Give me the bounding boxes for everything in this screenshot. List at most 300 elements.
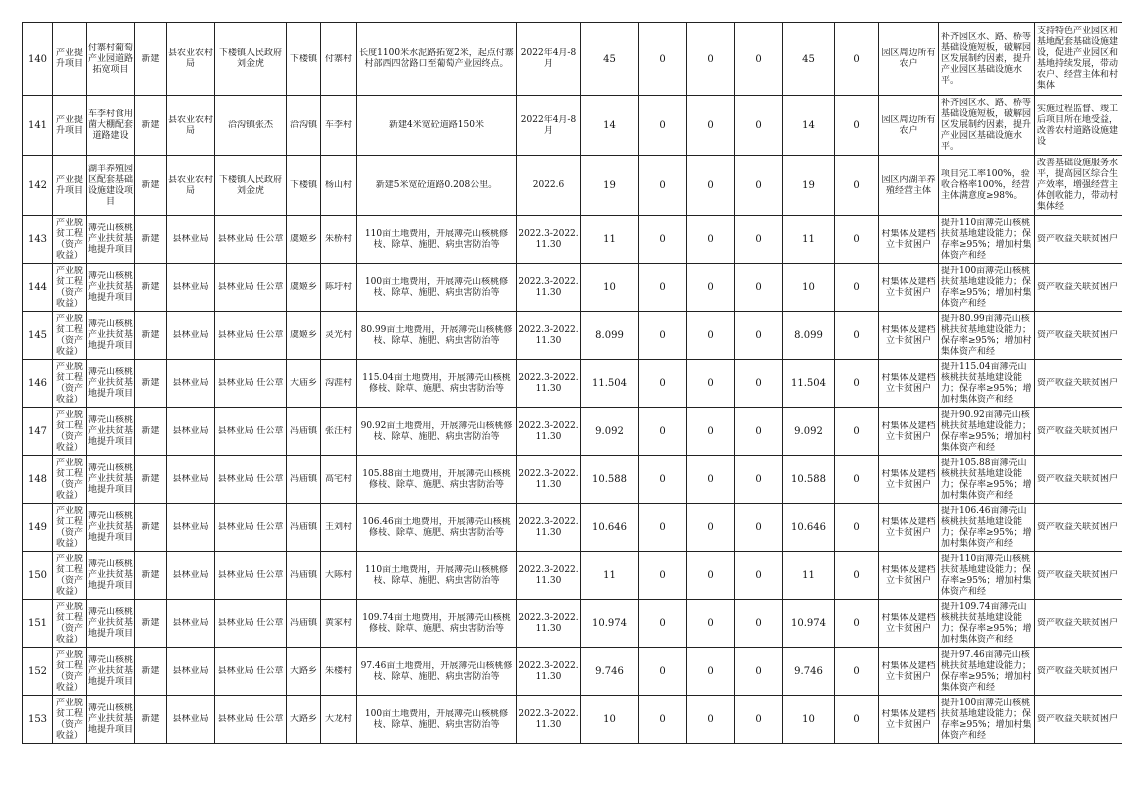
township-text: 虞姬乡 — [289, 330, 317, 340]
period-text: 2022.3-2022.11.30 — [518, 468, 579, 490]
village-cell — [321, 456, 357, 504]
build-type-text: 新建 — [141, 426, 160, 436]
fund-col-1-cell — [639, 408, 687, 456]
fund-col-5-cell — [835, 552, 879, 600]
beneficiary-cell — [879, 96, 939, 156]
performance-goal-text: 项目完工率100%，验收合格率100%，经营主体满意度≥98%。 — [941, 169, 1030, 201]
period-text: 2022.3-2022.11.30 — [518, 228, 579, 250]
responsible-person-cell — [215, 23, 287, 96]
fund-col-3-text: 0 — [755, 522, 762, 533]
fund-col-4-cell — [783, 23, 835, 96]
performance-goal-cell — [939, 264, 1035, 312]
fund-col-3-cell — [735, 23, 783, 96]
village-text: 黄家村 — [324, 618, 352, 628]
fund-col-3-cell — [735, 408, 783, 456]
fund-col-2-text: 0 — [707, 120, 714, 131]
village-text: 付寨村 — [324, 53, 352, 64]
fund-col-3-cell — [735, 648, 783, 696]
beneficiary-text: 村集体及建档立卡贫困户 — [881, 420, 936, 442]
township-cell — [287, 216, 321, 264]
period-cell — [517, 696, 581, 744]
performance-goal-text: 提升110亩薄壳山核桃扶贫基地建设能力；保存率≥95%；增加村集体资产和经 — [941, 217, 1032, 261]
project-name-text: 付寨村葡萄产业园道路拓宽项目 — [88, 42, 133, 75]
fund-col-3-text: 0 — [755, 53, 762, 65]
category-cell — [53, 360, 87, 408]
project-name-cell — [87, 504, 135, 552]
performance-goal-text: 提升105.88亩薄壳山核桃扶贫基地建设能力；保存率≥95%；增加村集体资产和经 — [941, 457, 1032, 501]
build-type-cell — [135, 552, 167, 600]
benefit-mechanism-cell — [1035, 264, 1122, 312]
row-number-text: 148 — [27, 474, 48, 485]
benefit-mechanism-text: 资产收益关联贫困户 — [1037, 426, 1119, 436]
fund-col-2-text: 0 — [707, 53, 714, 65]
township-text: 冯庙镇 — [289, 522, 317, 532]
benefit-mechanism-cell — [1035, 456, 1122, 504]
responsible-unit-cell — [167, 648, 215, 696]
content-text: 106.46亩土地费用，开展薄壳山核桃修枝、除草、施肥、病虫害防治等 — [362, 516, 511, 538]
content-cell — [357, 504, 517, 552]
fund-col-4-text: 8.099 — [794, 330, 823, 341]
row-number-text: 141 — [27, 120, 48, 131]
period-text: 2022.6 — [532, 180, 565, 190]
fund-col-1-text: 0 — [659, 53, 666, 65]
benefit-mechanism-cell — [1035, 156, 1122, 216]
fund-col-5-cell — [835, 360, 879, 408]
fund-col-1-cell — [639, 504, 687, 552]
category-cell — [53, 456, 87, 504]
fund-col-3-cell — [735, 360, 783, 408]
period-cell — [517, 552, 581, 600]
township-cell — [287, 504, 321, 552]
township-cell — [287, 408, 321, 456]
period-cell — [517, 456, 581, 504]
content-cell — [357, 648, 517, 696]
fund-col-1-cell — [639, 96, 687, 156]
row-number-text: 152 — [27, 666, 48, 677]
performance-goal-cell — [939, 600, 1035, 648]
fund-col-1-cell — [639, 23, 687, 96]
village-cell — [321, 156, 357, 216]
fund-col-3-cell — [735, 456, 783, 504]
fund-col-2-cell — [687, 264, 735, 312]
responsible-person-text: 县林业局 任公章 — [217, 618, 284, 628]
fund-col-5-cell — [835, 216, 879, 264]
fund-col-4-cell — [783, 408, 835, 456]
total-fund-text: 9.092 — [595, 426, 624, 437]
benefit-mechanism-text: 资产收益关联贫困户 — [1037, 522, 1119, 532]
beneficiary-text: 园区周边所有农户 — [881, 114, 936, 136]
responsible-unit-text: 县林业局 — [172, 714, 209, 724]
fund-col-2-cell — [687, 360, 735, 408]
project-name-text: 薄壳山核桃产业扶贫基地提升项目 — [88, 607, 133, 639]
project-name-cell — [87, 696, 135, 744]
responsible-unit-text: 县林业局 — [172, 426, 209, 436]
beneficiary-cell — [879, 264, 939, 312]
row-number-text: 142 — [27, 180, 48, 191]
responsible-person-cell — [215, 96, 287, 156]
total-fund-cell — [581, 23, 639, 96]
content-cell — [357, 456, 517, 504]
project-name-cell — [87, 96, 135, 156]
table-body — [23, 23, 1122, 744]
performance-goal-text: 提升110亩薄壳山核桃扶贫基地建设能力；保存率≥95%；增加村集体资产和经 — [941, 553, 1032, 597]
build-type-text: 新建 — [141, 570, 160, 580]
benefit-mechanism-cell — [1035, 312, 1122, 360]
category-text: 产业脱贫工程（资产收益） — [55, 265, 83, 309]
table-row — [23, 360, 1122, 408]
table-row — [23, 312, 1122, 360]
build-type-text: 新建 — [141, 666, 160, 676]
fund-col-5-cell — [835, 264, 879, 312]
row-number-cell — [23, 408, 53, 456]
responsible-unit-cell — [167, 312, 215, 360]
category-cell — [53, 264, 87, 312]
village-cell — [321, 264, 357, 312]
total-fund-text: 11 — [603, 234, 616, 245]
build-type-text: 新建 — [141, 714, 160, 724]
row-number-cell — [23, 360, 53, 408]
build-type-text: 新建 — [141, 474, 160, 484]
fund-col-1-text: 0 — [659, 330, 666, 341]
village-text: 朱桥村 — [324, 234, 352, 244]
period-text: 2022.3-2022.11.30 — [518, 324, 579, 346]
fund-col-5-text: 0 — [853, 474, 860, 485]
content-cell — [357, 552, 517, 600]
build-type-text: 新建 — [141, 330, 160, 340]
build-type-cell — [135, 648, 167, 696]
category-cell — [53, 600, 87, 648]
build-type-cell — [135, 264, 167, 312]
benefit-mechanism-text: 资产收益关联贫困户 — [1037, 618, 1119, 628]
performance-goal-cell — [939, 696, 1035, 744]
responsible-unit-cell — [167, 408, 215, 456]
fund-col-4-cell — [783, 456, 835, 504]
table-row — [23, 216, 1122, 264]
performance-goal-text: 提升106.46亩薄壳山核桃扶贫基地建设能力；保存率≥95%；增加村集体资产和经 — [941, 505, 1032, 549]
project-name-text: 薄壳山核桃产业扶贫基地提升项目 — [88, 319, 133, 351]
total-fund-text: 10.588 — [592, 474, 627, 485]
period-cell — [517, 504, 581, 552]
responsible-unit-cell — [167, 360, 215, 408]
fund-col-2-cell — [687, 156, 735, 216]
build-type-cell — [135, 408, 167, 456]
total-fund-cell — [581, 504, 639, 552]
period-cell — [517, 96, 581, 156]
responsible-person-cell — [215, 156, 287, 216]
fund-col-3-text: 0 — [755, 120, 762, 131]
fund-col-5-cell — [835, 312, 879, 360]
fund-col-1-cell — [639, 552, 687, 600]
performance-goal-text: 提升97.46亩薄壳山核桃扶贫基地建设能力；保存率≥95%；增加村集体资产和经 — [941, 649, 1032, 693]
village-text: 张汪村 — [324, 426, 352, 436]
benefit-mechanism-cell — [1035, 96, 1122, 156]
fund-col-2-text: 0 — [707, 330, 714, 341]
beneficiary-text: 村集体及建档立卡贫困户 — [881, 708, 936, 730]
category-cell — [53, 504, 87, 552]
fund-col-5-text: 0 — [853, 666, 860, 677]
total-fund-text: 10 — [603, 282, 616, 293]
responsible-person-text: 洽沟镇张杰 — [227, 120, 273, 130]
fund-col-4-cell — [783, 312, 835, 360]
total-fund-cell — [581, 360, 639, 408]
township-text: 冯庙镇 — [289, 426, 317, 436]
responsible-person-text: 县林业局 任公章 — [217, 714, 284, 724]
period-cell — [517, 648, 581, 696]
township-text: 大庙乡 — [289, 378, 317, 388]
project-name-text: 车李村食用菌大棚配套道路建设 — [88, 109, 133, 141]
period-text: 2022.3-2022.11.30 — [518, 708, 579, 730]
row-number-text: 145 — [27, 330, 48, 341]
responsible-person-cell — [215, 504, 287, 552]
build-type-text: 新建 — [141, 522, 160, 532]
table-row — [23, 504, 1122, 552]
project-name-cell — [87, 216, 135, 264]
total-fund-cell — [581, 264, 639, 312]
build-type-cell — [135, 696, 167, 744]
benefit-mechanism-cell — [1035, 216, 1122, 264]
beneficiary-cell — [879, 216, 939, 264]
content-cell — [357, 600, 517, 648]
content-cell — [357, 23, 517, 96]
beneficiary-text: 园区内湖羊养殖经营主体 — [881, 174, 936, 196]
project-name-cell — [87, 648, 135, 696]
benefit-mechanism-cell — [1035, 648, 1122, 696]
responsible-person-text: 县林业局 任公章 — [217, 378, 284, 388]
township-cell — [287, 96, 321, 156]
category-text: 产业脱贫工程（资产收益） — [55, 601, 83, 645]
row-number-cell — [23, 312, 53, 360]
responsible-person-cell — [215, 216, 287, 264]
fund-col-5-cell — [835, 96, 879, 156]
content-text: 100亩土地费用，开展薄壳山核桃修枝、除草、施肥、病虫害防治等 — [364, 276, 509, 298]
township-text: 虞姬乡 — [289, 282, 317, 292]
table-row — [23, 23, 1122, 96]
content-text: 长度1100米水泥路拓宽2米，起点付寨村部西四岔路口至葡萄产业园终点。 — [359, 48, 514, 69]
fund-col-5-text: 0 — [853, 570, 860, 581]
fund-col-1-text: 0 — [659, 180, 666, 191]
content-text: 105.88亩土地费用，开展薄壳山核桃修枝、除草、施肥、病虫害防治等 — [362, 468, 511, 490]
total-fund-cell — [581, 312, 639, 360]
fund-col-5-text: 0 — [853, 378, 860, 389]
fund-col-4-text: 11 — [802, 570, 815, 581]
content-cell — [357, 156, 517, 216]
table-row — [23, 156, 1122, 216]
fund-col-2-text: 0 — [707, 570, 714, 581]
fund-col-5-text: 0 — [853, 53, 860, 65]
fund-col-3-text: 0 — [755, 714, 762, 725]
responsible-person-text: 县林业局 任公章 — [217, 666, 284, 676]
beneficiary-cell — [879, 552, 939, 600]
fund-col-3-cell — [735, 96, 783, 156]
responsible-person-text: 县林业局 任公章 — [217, 426, 284, 436]
benefit-mechanism-text: 资产收益关联贫困户 — [1037, 330, 1119, 340]
total-fund-text: 8.099 — [595, 330, 624, 341]
performance-goal-cell — [939, 456, 1035, 504]
village-text: 王刘村 — [324, 522, 352, 532]
village-text: 大龙村 — [324, 714, 352, 724]
benefit-mechanism-text: 资产收益关联贫困户 — [1037, 570, 1119, 580]
township-cell — [287, 23, 321, 96]
row-number-cell — [23, 552, 53, 600]
fund-col-2-text: 0 — [707, 474, 714, 485]
period-text: 2022.3-2022.11.30 — [518, 660, 579, 682]
project-name-cell — [87, 456, 135, 504]
fund-col-5-cell — [835, 156, 879, 216]
project-table — [22, 22, 1122, 744]
total-fund-text: 19 — [603, 180, 616, 191]
content-text: 110亩土地费用，开展薄壳山核桃修枝、除草、施肥、病虫害防治等 — [364, 228, 509, 250]
project-name-cell — [87, 312, 135, 360]
category-cell — [53, 552, 87, 600]
fund-col-4-text: 10 — [802, 282, 815, 293]
category-text: 产业提升项目 — [55, 174, 83, 196]
period-cell — [517, 360, 581, 408]
township-text: 冯庙镇 — [289, 618, 317, 628]
responsible-unit-text: 县林业局 — [172, 666, 209, 676]
row-number-text: 147 — [27, 426, 48, 437]
village-text: 高宅村 — [324, 474, 352, 484]
fund-col-1-cell — [639, 696, 687, 744]
period-text: 2022.3-2022.11.30 — [518, 420, 579, 442]
row-number-text: 144 — [27, 282, 48, 293]
row-number-text: 153 — [27, 714, 48, 725]
beneficiary-cell — [879, 648, 939, 696]
fund-col-4-text: 10.588 — [791, 474, 826, 485]
village-text: 灵光村 — [324, 330, 352, 340]
responsible-unit-text: 县林业局 — [172, 378, 209, 388]
total-fund-cell — [581, 216, 639, 264]
fund-col-4-text: 11 — [802, 234, 815, 245]
total-fund-text: 10.646 — [592, 522, 627, 533]
build-type-text: 新建 — [141, 53, 160, 64]
period-text: 2022.3-2022.11.30 — [518, 516, 579, 538]
responsible-person-text: 县林业局 任公章 — [217, 234, 284, 244]
fund-col-2-cell — [687, 504, 735, 552]
responsible-person-text: 下楼镇人民政府 刘金虎 — [218, 174, 282, 196]
row-number-cell — [23, 156, 53, 216]
total-fund-text: 14 — [603, 120, 616, 131]
fund-col-4-text: 10.974 — [791, 618, 826, 629]
project-name-cell — [87, 408, 135, 456]
fund-col-3-text: 0 — [755, 234, 762, 245]
row-number-cell — [23, 600, 53, 648]
fund-col-2-cell — [687, 216, 735, 264]
village-cell — [321, 696, 357, 744]
fund-col-2-cell — [687, 648, 735, 696]
responsible-unit-text: 县林业局 — [172, 234, 209, 244]
performance-goal-cell — [939, 552, 1035, 600]
performance-goal-text: 提升80.99亩薄壳山核桃扶贫基地建设能力；保存率≥95%；增加村集体资产和经 — [941, 313, 1032, 357]
responsible-person-cell — [215, 456, 287, 504]
fund-col-5-text: 0 — [853, 120, 860, 131]
fund-col-3-text: 0 — [755, 618, 762, 629]
beneficiary-cell — [879, 456, 939, 504]
beneficiary-cell — [879, 23, 939, 96]
township-cell — [287, 552, 321, 600]
fund-col-4-text: 45 — [802, 53, 815, 65]
fund-col-5-cell — [835, 504, 879, 552]
period-cell — [517, 156, 581, 216]
responsible-unit-text: 县农业农村局 — [168, 114, 213, 136]
build-type-text: 新建 — [141, 618, 160, 628]
village-cell — [321, 504, 357, 552]
period-text: 2022.3-2022.11.30 — [518, 564, 579, 586]
content-text: 109.74亩土地费用，开展薄壳山核桃修枝、除草、施肥、病虫害防治等 — [362, 612, 511, 634]
fund-col-4-text: 19 — [802, 180, 815, 191]
performance-goal-text: 提升100亩薄壳山核桃扶贫基地建设能力；保存率≥95%；增加村集体资产和经 — [941, 697, 1032, 741]
period-text: 2022年4月-8月 — [520, 48, 577, 69]
build-type-text: 新建 — [141, 120, 160, 130]
performance-goal-cell — [939, 408, 1035, 456]
fund-col-1-text: 0 — [659, 234, 666, 245]
fund-col-4-cell — [783, 552, 835, 600]
benefit-mechanism-cell — [1035, 552, 1122, 600]
project-name-text: 薄壳山核桃产业扶贫基地提升项目 — [88, 367, 133, 399]
township-text: 冯庙镇 — [289, 474, 317, 484]
content-cell — [357, 216, 517, 264]
fund-col-1-text: 0 — [659, 618, 666, 629]
total-fund-text: 10 — [603, 714, 616, 725]
village-cell — [321, 648, 357, 696]
build-type-cell — [135, 360, 167, 408]
township-text: 大路乡 — [289, 714, 317, 724]
content-text: 新建5米宽砼道路0.208公里。 — [375, 180, 498, 190]
fund-col-4-cell — [783, 504, 835, 552]
fund-col-5-text: 0 — [853, 618, 860, 629]
township-cell — [287, 264, 321, 312]
performance-goal-cell — [939, 156, 1035, 216]
village-text: 陈圩村 — [324, 282, 352, 292]
fund-col-3-cell — [735, 696, 783, 744]
responsible-unit-cell — [167, 552, 215, 600]
township-text: 大路乡 — [289, 666, 317, 676]
total-fund-cell — [581, 552, 639, 600]
row-number-cell — [23, 456, 53, 504]
fund-col-1-text: 0 — [659, 474, 666, 485]
fund-col-3-text: 0 — [755, 666, 762, 677]
fund-col-1-cell — [639, 600, 687, 648]
period-cell — [517, 264, 581, 312]
project-name-text: 湖羊养殖园区配套基础设施建设项目 — [88, 163, 133, 207]
fund-col-1-text: 0 — [659, 120, 666, 131]
fund-col-4-cell — [783, 156, 835, 216]
responsible-unit-cell — [167, 264, 215, 312]
village-text: 朱楼村 — [324, 666, 352, 676]
performance-goal-cell — [939, 360, 1035, 408]
build-type-cell — [135, 504, 167, 552]
benefit-mechanism-cell — [1035, 504, 1122, 552]
row-number-text: 140 — [27, 53, 48, 65]
fund-col-1-text: 0 — [659, 522, 666, 533]
performance-goal-cell — [939, 216, 1035, 264]
fund-col-1-cell — [639, 216, 687, 264]
fund-col-4-cell — [783, 264, 835, 312]
fund-col-4-cell — [783, 96, 835, 156]
project-name-text: 薄壳山核桃产业扶贫基地提升项目 — [88, 703, 133, 735]
responsible-person-cell — [215, 312, 287, 360]
fund-col-4-cell — [783, 648, 835, 696]
beneficiary-text: 村集体及建档立卡贫困户 — [881, 660, 936, 682]
beneficiary-text: 村集体及建档立卡贫困户 — [881, 468, 936, 490]
benefit-mechanism-cell — [1035, 408, 1122, 456]
row-number-cell — [23, 96, 53, 156]
table-row — [23, 264, 1122, 312]
row-number-text: 143 — [27, 234, 48, 245]
fund-col-1-text: 0 — [659, 714, 666, 725]
total-fund-text: 9.746 — [595, 666, 624, 677]
beneficiary-cell — [879, 504, 939, 552]
category-cell — [53, 216, 87, 264]
